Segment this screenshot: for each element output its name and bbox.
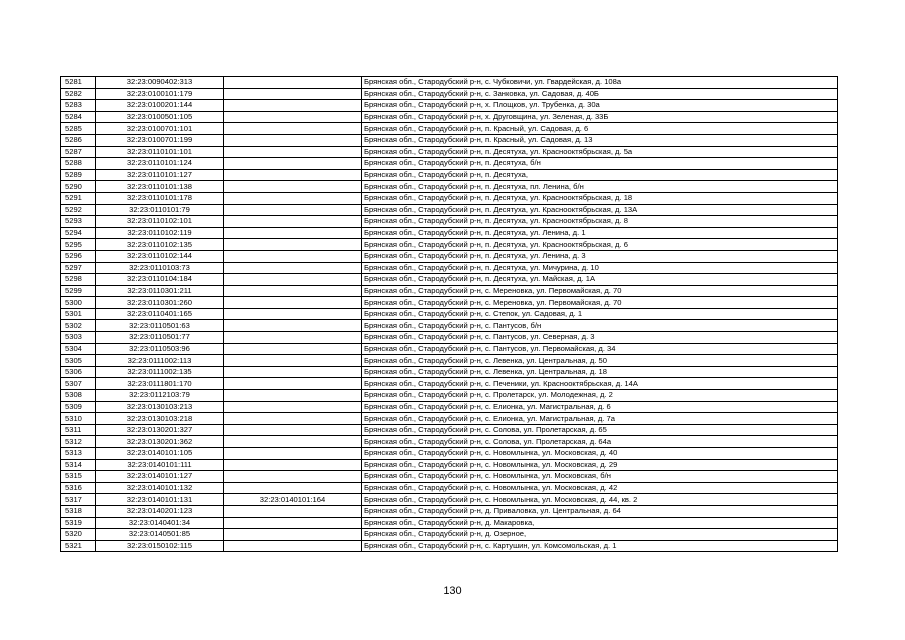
cadastral-number-cell: 32:23:0140101:111 [96,459,224,471]
table-row [61,274,838,286]
row-number-cell: 5303 [61,332,96,344]
table-row [61,239,838,251]
related-cadastral-number-cell [224,262,362,274]
related-cadastral-number-cell [224,204,362,216]
address-cell: Брянская обл., Стародубский р-н, с. Левенка, ул. Центральная, д. 18 [362,366,838,378]
address-cell: Брянская обл., Стародубский р-н, д. Приваловка, ул. Центральная, д. 64 [362,505,838,517]
table-row [61,123,838,135]
table-row [61,297,838,309]
cadastral-number-cell: 32:23:0110102:119 [96,227,224,239]
table-row [61,181,838,193]
address-cell: Брянская обл., Стародубский р-н, п. Десятуха, пл. Ленина, б/н [362,181,838,193]
row-number-cell: 5301 [61,308,96,320]
address-cell: Брянская обл., Стародубский р-н, с. Пантусов, ул. Первомайская, д. 34 [362,343,838,355]
table-row [61,332,838,344]
address-cell: Брянская обл., Стародубский р-н, с. Левенка, ул. Центральная, д. 50 [362,355,838,367]
row-number-cell: 5285 [61,123,96,135]
row-number-cell: 5300 [61,297,96,309]
related-cadastral-number-cell [224,459,362,471]
table-row [61,424,838,436]
table-row [61,216,838,228]
cadastral-number-cell: 32:23:0110503:96 [96,343,224,355]
cadastral-number-cell: 32:23:0110101:124 [96,158,224,170]
address-cell: Брянская обл., Стародубский р-н, х. Друговщина, ул. Зеленая, д. 33Б [362,111,838,123]
row-number-cell: 5288 [61,158,96,170]
table-row [61,77,838,89]
row-number-cell: 5320 [61,529,96,541]
related-cadastral-number-cell [224,285,362,297]
address-cell: Брянская обл., Стародубский р-н, с. Чубковичи, ул. Гвардейская, д. 108а [362,77,838,89]
row-number-cell: 5316 [61,482,96,494]
cadastral-number-cell: 32:23:0110101:127 [96,169,224,181]
row-number-cell: 5307 [61,378,96,390]
cadastral-number-cell: 32:23:0111002:135 [96,366,224,378]
table-row [61,355,838,367]
related-cadastral-number-cell [224,134,362,146]
cadastral-number-cell: 32:23:0110101:138 [96,181,224,193]
table-body [61,77,838,552]
table-row [61,262,838,274]
cadastral-number-cell: 32:23:0140101:127 [96,471,224,483]
related-cadastral-number-cell [224,181,362,193]
table-row [61,111,838,123]
cadastral-number-cell: 32:23:0150102:115 [96,540,224,552]
row-number-cell: 5309 [61,401,96,413]
table-row [61,343,838,355]
related-cadastral-number-cell [224,332,362,344]
cadastral-number-cell: 32:23:0110102:144 [96,250,224,262]
table-row [61,517,838,529]
address-cell: Брянская обл., Стародубский р-н, д. Макаровка, [362,517,838,529]
address-cell: Брянская обл., Стародубский р-н, п. Десятуха, [362,169,838,181]
cadastral-number-cell: 32:23:0110301:260 [96,297,224,309]
address-cell: Брянская обл., Стародубский р-н, с. Солова, ул. Пролетарская, д. 65 [362,424,838,436]
related-cadastral-number-cell [224,413,362,425]
row-number-cell: 5292 [61,204,96,216]
row-number-cell: 5312 [61,436,96,448]
address-cell: Брянская обл., Стародубский р-н, п. Десятуха, ул. Краснооктябрьская, д. 18 [362,192,838,204]
row-number-cell: 5306 [61,366,96,378]
related-cadastral-number-cell [224,482,362,494]
row-number-cell: 5305 [61,355,96,367]
cadastral-number-cell: 32:23:0110104:184 [96,274,224,286]
address-cell: Брянская обл., Стародубский р-н, с. Елионка, ул. Магистральная, д. 6 [362,401,838,413]
related-cadastral-number-cell [224,100,362,112]
table-row [61,436,838,448]
table-row [61,146,838,158]
row-number-cell: 5310 [61,413,96,425]
address-cell: Брянская обл., Стародубский р-н, с. Новомлынка, ул. Московская, д. 29 [362,459,838,471]
address-cell: Брянская обл., Стародубский р-н, п. Десятуха, ул. Краснооктябрьская, д. 5а [362,146,838,158]
cadastral-number-cell: 32:23:0130201:327 [96,424,224,436]
table-row [61,540,838,552]
row-number-cell: 5304 [61,343,96,355]
related-cadastral-number-cell [224,401,362,413]
cadastral-number-cell: 32:23:0110101:178 [96,192,224,204]
row-number-cell: 5283 [61,100,96,112]
row-number-cell: 5321 [61,540,96,552]
address-cell: Брянская обл., Стародубский р-н, с. Занковка, ул. Садовая, д. 40Б [362,88,838,100]
cadastral-number-cell: 32:23:0130201:362 [96,436,224,448]
address-cell: Брянская обл., Стародубский р-н, п. Красный, ул. Садовая, д. 6 [362,123,838,135]
table-row [61,482,838,494]
cadastral-number-cell: 32:23:0140101:132 [96,482,224,494]
address-cell: Брянская обл., Стародубский р-н, с. Пролетарск, ул. Молодежная, д. 2 [362,390,838,402]
table-row [61,378,838,390]
table-row [61,88,838,100]
address-cell: Брянская обл., Стародубский р-н, п. Десятуха, ул. Ленина, д. 3 [362,250,838,262]
related-cadastral-number-cell [224,505,362,517]
address-cell: Брянская обл., Стародубский р-н, п. Красный, ул. Садовая, д. 13 [362,134,838,146]
related-cadastral-number-cell [224,146,362,158]
related-cadastral-number-cell [224,88,362,100]
address-cell: Брянская обл., Стародубский р-н, с. Мереновка, ул. Первомайская, д. 70 [362,297,838,309]
related-cadastral-number-cell: 32:23:0140101:164 [224,494,362,506]
cadastral-number-cell: 32:23:0100701:199 [96,134,224,146]
row-number-cell: 5313 [61,448,96,460]
cadastral-number-cell: 32:23:0110102:135 [96,239,224,251]
cadastral-number-cell: 32:23:0100701:101 [96,123,224,135]
table-row [61,413,838,425]
row-number-cell: 5295 [61,239,96,251]
cadastral-number-cell: 32:23:0110301:211 [96,285,224,297]
table-row [61,529,838,541]
related-cadastral-number-cell [224,192,362,204]
cadastral-number-cell: 32:23:0110401:165 [96,308,224,320]
row-number-cell: 5317 [61,494,96,506]
table-row [61,250,838,262]
related-cadastral-number-cell [224,250,362,262]
address-cell: Брянская обл., Стародубский р-н, п. Десятуха, ул. Майская, д. 1А [362,274,838,286]
row-number-cell: 5318 [61,505,96,517]
table-row [61,169,838,181]
table-row [61,390,838,402]
cadastral-number-cell: 32:23:0100501:105 [96,111,224,123]
table-row [61,494,838,506]
row-number-cell: 5302 [61,320,96,332]
related-cadastral-number-cell [224,366,362,378]
row-number-cell: 5314 [61,459,96,471]
cadastral-number-cell: 32:23:0110501:63 [96,320,224,332]
cadastral-number-cell: 32:23:0100101:179 [96,88,224,100]
address-cell: Брянская обл., Стародубский р-н, с. Пантусов, ул. Северная, д. 3 [362,332,838,344]
table-row [61,320,838,332]
cadastral-number-cell: 32:23:0110103:73 [96,262,224,274]
address-cell: Брянская обл., Стародубский р-н, с. Мереновка, ул. Первомайская, д. 70 [362,285,838,297]
row-number-cell: 5282 [61,88,96,100]
cadastral-number-cell: 32:23:0140101:105 [96,448,224,460]
related-cadastral-number-cell [224,355,362,367]
address-cell: Брянская обл., Стародубский р-н, д. Озерное, [362,529,838,541]
cadastral-number-cell: 32:23:0140101:131 [96,494,224,506]
cadastral-number-cell: 32:23:0110101:101 [96,146,224,158]
related-cadastral-number-cell [224,529,362,541]
table-row [61,158,838,170]
cadastral-number-cell: 32:23:0110501:77 [96,332,224,344]
row-number-cell: 5299 [61,285,96,297]
cadastral-number-cell: 32:23:0090402:313 [96,77,224,89]
related-cadastral-number-cell [224,123,362,135]
row-number-cell: 5297 [61,262,96,274]
table-row [61,401,838,413]
table-row [61,227,838,239]
row-number-cell: 5286 [61,134,96,146]
related-cadastral-number-cell [224,517,362,529]
address-cell: Брянская обл., Стародубский р-н, с. Новомлынка, ул. Московская, д. 44, кв. 2 [362,494,838,506]
table-row [61,448,838,460]
cadastral-number-cell: 32:23:0140401:34 [96,517,224,529]
row-number-cell: 5315 [61,471,96,483]
related-cadastral-number-cell [224,216,362,228]
address-cell: Брянская обл., Стародубский р-н, с. Елионка, ул. Магистральная, д. 7а [362,413,838,425]
address-cell: Брянская обл., Стародубский р-н, с. Пантусов, б/н [362,320,838,332]
address-cell: Брянская обл., Стародубский р-н, с. Новомлынка, ул. Московская, б/н [362,471,838,483]
related-cadastral-number-cell [224,448,362,460]
table-row [61,459,838,471]
related-cadastral-number-cell [224,424,362,436]
address-cell: Брянская обл., Стародубский р-н, х. Площков, ул. Трубенка, д. 30а [362,100,838,112]
address-cell: Брянская обл., Стародубский р-н, с. Новомлынка, ул. Московская, д. 40 [362,448,838,460]
row-number-cell: 5293 [61,216,96,228]
row-number-cell: 5298 [61,274,96,286]
row-number-cell: 5311 [61,424,96,436]
table-row [61,285,838,297]
table-row [61,505,838,517]
cadastral-number-cell: 32:23:0140501:85 [96,529,224,541]
address-cell: Брянская обл., Стародубский р-н, с. Печеники, ул. Краснооктябрьская, д. 14А [362,378,838,390]
address-cell: Брянская обл., Стародубский р-н, п. Десятуха, ул. Мичурина, д. 10 [362,262,838,274]
related-cadastral-number-cell [224,297,362,309]
address-cell: Брянская обл., Стародубский р-н, с. Степок, ул. Садовая, д. 1 [362,308,838,320]
address-cell: Брянская обл., Стародубский р-н, с. Солова, ул. Пролетарская, д. 64а [362,436,838,448]
table-row [61,134,838,146]
row-number-cell: 5290 [61,181,96,193]
cadastral-number-cell: 32:23:0130103:213 [96,401,224,413]
related-cadastral-number-cell [224,471,362,483]
registry-table [60,76,838,552]
address-cell: Брянская обл., Стародубский р-н, п. Десятуха, ул. Краснооктябрьская, д. 6 [362,239,838,251]
table-row [61,366,838,378]
related-cadastral-number-cell [224,77,362,89]
row-number-cell: 5319 [61,517,96,529]
row-number-cell: 5287 [61,146,96,158]
cadastral-number-cell: 32:23:0111002:113 [96,355,224,367]
related-cadastral-number-cell [224,540,362,552]
related-cadastral-number-cell [224,158,362,170]
cadastral-number-cell: 32:23:0100201:144 [96,100,224,112]
cadastral-number-cell: 32:23:0130103:218 [96,413,224,425]
cadastral-number-cell: 32:23:0112103:79 [96,390,224,402]
page-number: 130 [443,585,462,597]
row-number-cell: 5296 [61,250,96,262]
table-row [61,308,838,320]
address-cell: Брянская обл., Стародубский р-н, п. Десятуха, ул. Краснооктябрьская, д. 8 [362,216,838,228]
related-cadastral-number-cell [224,227,362,239]
address-cell: Брянская обл., Стародубский р-н, с. Новомлынка, ул. Московская, д. 42 [362,482,838,494]
row-number-cell: 5291 [61,192,96,204]
cadastral-number-cell: 32:23:0111801:170 [96,378,224,390]
row-number-cell: 5281 [61,77,96,89]
related-cadastral-number-cell [224,274,362,286]
related-cadastral-number-cell [224,436,362,448]
related-cadastral-number-cell [224,239,362,251]
related-cadastral-number-cell [224,169,362,181]
address-cell: Брянская обл., Стародубский р-н, п. Десятуха, ул. Краснооктябрьская, д. 13А [362,204,838,216]
table-row [61,471,838,483]
related-cadastral-number-cell [224,308,362,320]
address-cell: Брянская обл., Стародубский р-н, п. Десятуха, ул. Ленина, д. 1 [362,227,838,239]
row-number-cell: 5289 [61,169,96,181]
cadastral-number-cell: 32:23:0110101:79 [96,204,224,216]
row-number-cell: 5308 [61,390,96,402]
related-cadastral-number-cell [224,378,362,390]
related-cadastral-number-cell [224,320,362,332]
table-row [61,204,838,216]
related-cadastral-number-cell [224,343,362,355]
table-row [61,192,838,204]
related-cadastral-number-cell [224,111,362,123]
table-row [61,100,838,112]
address-cell: Брянская обл., Стародубский р-н, с. Картушин, ул. Комсомольская, д. 1 [362,540,838,552]
address-cell: Брянская обл., Стародубский р-н, п. Десятуха, б/н [362,158,838,170]
row-number-cell: 5284 [61,111,96,123]
related-cadastral-number-cell [224,390,362,402]
cadastral-number-cell: 32:23:0110102:101 [96,216,224,228]
row-number-cell: 5294 [61,227,96,239]
cadastral-number-cell: 32:23:0140201:123 [96,505,224,517]
